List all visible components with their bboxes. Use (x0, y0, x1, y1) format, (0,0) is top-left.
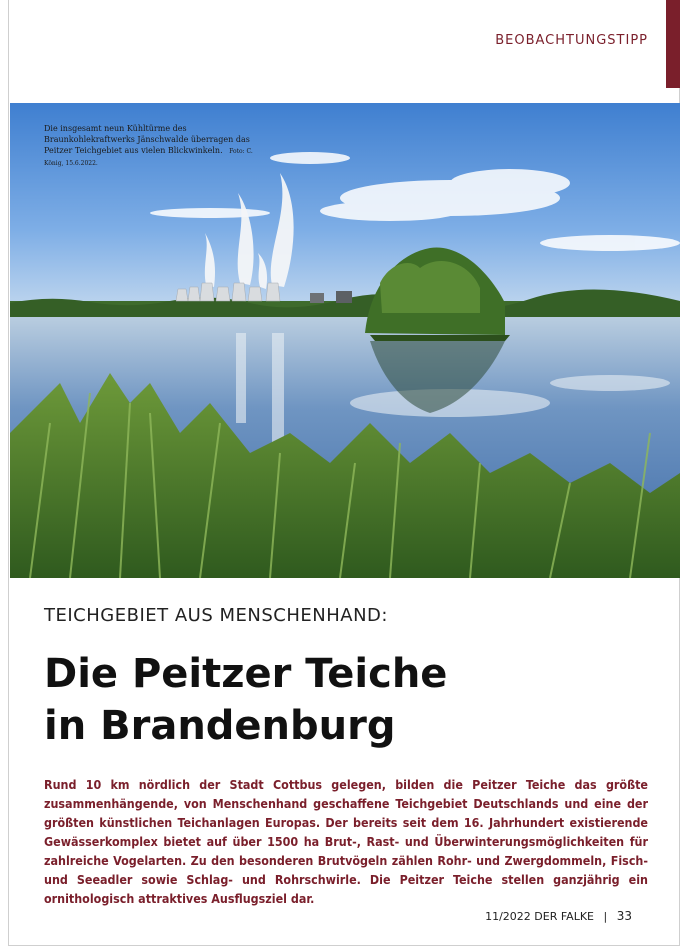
photo-credit: Foto: C. König, 15.6.2022. (44, 148, 253, 167)
section-label: BEOBACHTUNGSTIPP (495, 33, 648, 48)
lake-photo (10, 103, 680, 578)
magazine-name: DER FALKE (534, 910, 594, 923)
accent-bar (666, 0, 680, 88)
caption-text: Die insgesamt neun Kühltürme des Braunkohlekraftwerks Jänschwalde überragen das Peitzer Teichgebiet aus vielen Blickwinkeln. (44, 124, 250, 155)
article-title (44, 648, 644, 752)
article-lead: Rund 10 km nördlich der Stadt Cottbus gelegen, bilden die Peitzer Teiche das größte zusammenhängende, von Menschenhand geschaffene Teichgebiet Deutschlands und eine der größten künstlichen Teichanlagen Europas. Der bereits seit dem 16. Jahrhundert existierende Gewässerkomplex bietet auf über 1500 ha Brut-, Rast- und Überwinterungsmöglichkeiten für zahlreiche Vogelarten. Zu den besonderen Brutvögeln zählen Rohr- und Zwergdommeln, Fisch- und Seeadler sowie Schlag- und Rohrschwirle. Die Peitzer Teiche stellen ganzjährig ein ornithologisch attraktives Ausflugsziel dar. (44, 777, 648, 906)
issue-label: 11/2022 (485, 910, 531, 923)
page-footer (485, 909, 632, 923)
title-line-2: in Brandenburg (44, 703, 396, 749)
title-line-1: Die Peitzer Teiche (44, 651, 448, 697)
photo-caption (44, 123, 274, 169)
page-number: 33 (616, 909, 632, 923)
article-kicker: TEICHGEBIET AUS MENSCHENHAND: (44, 605, 388, 626)
footer-separator: | (603, 910, 608, 923)
